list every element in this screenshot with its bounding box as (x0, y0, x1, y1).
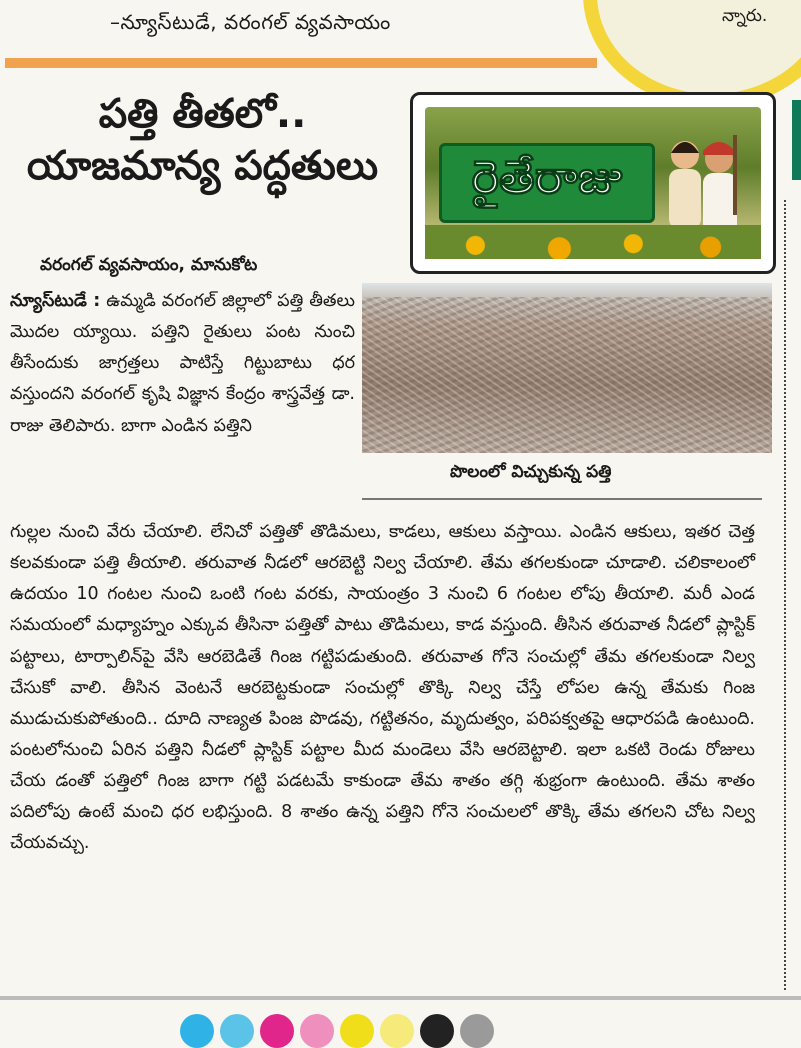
color-swatch (260, 1014, 294, 1048)
caption-divider (362, 498, 762, 500)
headline-line-2: యాజమాన్య పద్ధతులు (26, 143, 379, 189)
logo-background (425, 107, 761, 259)
cotton-field-photo (362, 283, 772, 453)
logo-banner (439, 143, 655, 223)
dateline: వరంగల్ వ్యవసాయం, మానుకోట (40, 255, 258, 275)
logo-text: రైతేరాజు (471, 150, 623, 204)
top-byline: –న్యూస్‌టుడే, వరంగల్ వ్యవసాయం (110, 10, 391, 34)
photo-caption: పొలంలో విచ్చుకున్న పత్తి (450, 462, 612, 482)
intro-text: ఉమ్మడి వరంగల్ జిల్లాలో పత్తి తీతలు మొదల య్యాయి. పత్తిని రైతులు పంట నుంచి తీసేందుకు జాగ్రత్తలు పాటిస్తే గిట్టుబాటు ధర వస్తుందని వరంగల్ కృషి విజ్ఞాన కేంద్రం శాస్త్రవేత్త డా. రాజు తెలిపారు. బాగా ఎండిన పత్తిని (10, 291, 355, 436)
color-swatch (300, 1014, 334, 1048)
column-divider (784, 200, 786, 990)
rythe-raju-logo (410, 92, 776, 274)
sunflower-strip (425, 225, 761, 259)
orange-divider (5, 58, 597, 68)
adjacent-article-edge (792, 100, 801, 180)
print-color-swatches (180, 1014, 494, 1034)
corner-text: న్నారు. (722, 6, 768, 26)
color-swatch (420, 1014, 454, 1048)
photo-sky (362, 283, 772, 297)
headline-line-1: పత్తి తీతలో.. (98, 91, 307, 137)
article-headline (10, 88, 395, 192)
news-source-lead: న్యూస్‌టుడే : (10, 291, 101, 311)
color-swatch (340, 1014, 374, 1048)
color-swatch (460, 1014, 494, 1048)
color-swatch (380, 1014, 414, 1048)
color-swatch (220, 1014, 254, 1048)
intro-paragraph (10, 286, 355, 442)
article-body: గుల్లల నుంచి వేరు చేయాలి. లేనిచో పత్తితో తొడిమలు, కాడలు, ఆకులు వస్తాయి. ఎండిన ఆకులు, ఇతర చెత్త కలవకుండా పత్తి తీయాలి. తరువాత నీడలో ఆరబెట్టి నిల్వ చేయాలి. తేమ తగలకుండా చూడాలి. చలికాలంలో ఉదయం 10 గంటల నుంచి ఒంటి గంట వరకు, సాయంత్రం 3 నుంచి 6 గంటల లోపు తీయాలి. మరీ ఎండ సమయంలో మధ్యాహ్నం ఎక్కువ తీసినా పత్తితో పాటు తొడిమలు, కాడ వస్తుంది. తీసిన తరువాత నీడలో ప్లాస్టిక్ పట్టాలు, టార్పాలిన్‌పై వేసి ఆరబెడితే గింజ గట్టిపడుతుంది. తరువాత గోనె సంచుల్లో తేమ తగలకుండా నిల్వ చేసుకో వాలి. తీసిన వెంటనే ఆరబెట్టకుండా సంచుల్లో తొక్కి నిల్వ చేస్తే లోపల ఉన్న తేమకు గింజ ముడుచుకుపోతుంది.. దూది నాణ్యత పింజ పొడవు, గట్టితనం, మృదుత్వం, పరిపక్వతపై ఆధారపడి ఉంటుంది. పంటలోనుంచి ఏరిన పత్తిని నీడలో ప్లాస్టిక్ పట్టాల మీద మండెలు వేసి ఆరబెట్టాలి. ఇలా ఒకటి రెండు రోజులు చేయ డంతో పత్తిలో గింజ బాగా గట్టి పడటమే కాకుండా తేమ శాతం తగ్గి శుభ్రంగా ఉంటుంది. తేమ శాతం పదిలోపు ఉంటే మంచి ధర లభిస్తుంది. 8 శాతం ఉన్న పత్తిని గోనె సంచులలో తొక్కి తేమ తగలని చోట నిల్వ చేయవచ్చు. (10, 522, 755, 854)
color-swatch (180, 1014, 214, 1048)
page-bottom-divider (0, 996, 801, 1000)
